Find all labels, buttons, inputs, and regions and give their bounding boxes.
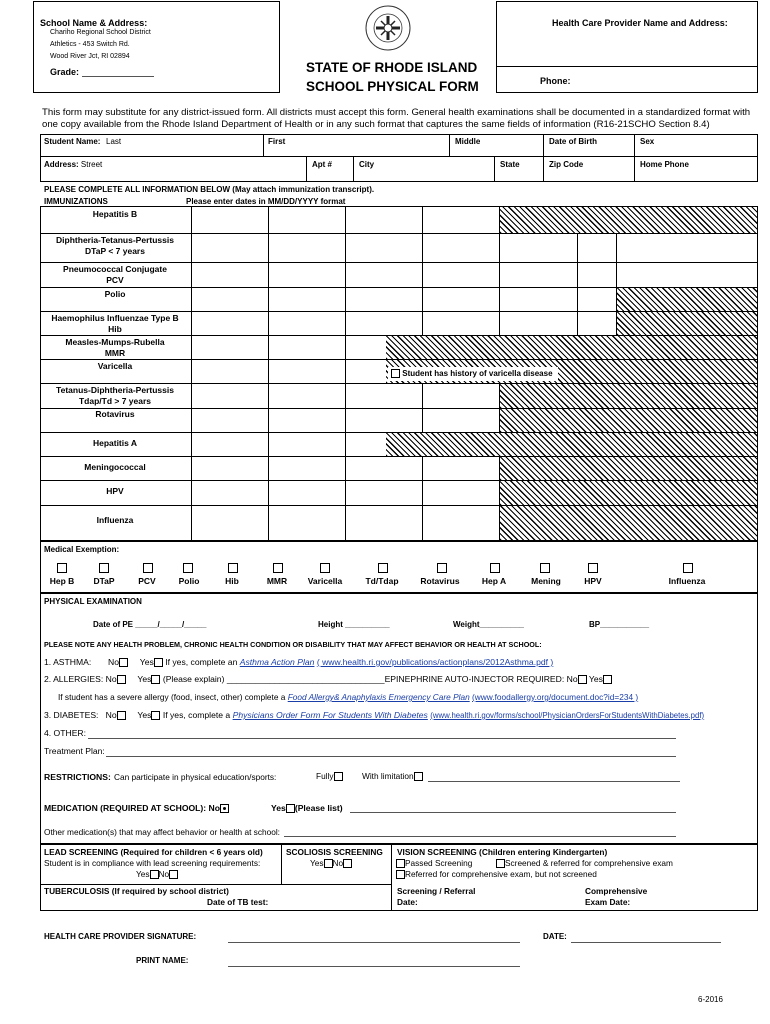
lead-screening-title: LEAD SCREENING (Required for children < 6 years old) (44, 847, 263, 857)
tb-title: TUBERCULOSIS (If required by school district) (44, 886, 229, 896)
allergies-yes-checkbox[interactable] (151, 675, 160, 684)
form-version: 6-2016 (698, 995, 723, 1004)
form-title-line1: STATE OF RHODE ISLAND (306, 60, 478, 75)
city-label: City (359, 160, 375, 169)
imm-row-meningococcal: Meningococcal (84, 462, 146, 472)
lead-yes-checkbox[interactable] (150, 870, 159, 879)
limitation-option: With limitation (362, 771, 423, 781)
exempt-rotavirus-checkbox[interactable] (437, 563, 447, 573)
exempt-hpv-label: HPV (584, 576, 602, 586)
exempt-pcv-checkbox[interactable] (143, 563, 153, 573)
exempt-varicella-label: Varicella (307, 576, 343, 586)
signature-date-label: DATE: (543, 932, 567, 941)
school-line-1: Chariho Regional School District (50, 29, 151, 36)
allergies-row: 2. ALLERGIES: No Yes (Please explain) _________________________________EPINEPHRINE AUTO-INJECTOR REQUIRED: No Yes (44, 674, 612, 684)
state-label: State (500, 160, 520, 169)
limitation-checkbox[interactable] (414, 772, 423, 781)
provider-info-box (496, 1, 758, 93)
imm-row-dtap: Diphtheria-Tetanus-Pertussis DTaP < 7 years (56, 235, 174, 256)
comprehensive-label: Comprehensive (585, 886, 648, 896)
school-line-3: Wood River Jct, RI 02894 (50, 53, 130, 60)
lead-no-checkbox[interactable] (169, 870, 178, 879)
exempt-tdap-checkbox[interactable] (378, 563, 388, 573)
signature-date-field[interactable] (571, 942, 721, 943)
rotavirus-na-cells (500, 409, 757, 432)
grade-label: Grade: (50, 67, 80, 77)
apt-field[interactable] (309, 170, 351, 181)
diabetes-url[interactable]: (www.health.ri.gov/forms/school/PhysicianOrdersForStudentsWithDiabetes.pdf) (430, 711, 705, 720)
restrictions-label: RESTRICTIONS: (44, 772, 111, 782)
dob-field[interactable] (546, 146, 632, 155)
other-field[interactable] (88, 738, 676, 739)
exempt-polio-label: Polio (178, 576, 200, 586)
medication-row: MEDICATION (REQUIRED AT SCHOOL): No (44, 803, 229, 813)
exempt-influenza-checkbox[interactable] (683, 563, 693, 573)
asthma-url[interactable]: ( www.health.ri.gov/publications/actionplans/2012Asthma.pdf ) (316, 657, 554, 667)
varicella-history-checkbox[interactable] (391, 369, 400, 378)
provider-signature-label: HEALTH CARE PROVIDER SIGNATURE: (44, 932, 197, 941)
school-name-label: School Name & Address: (40, 18, 148, 28)
diabetes-no-checkbox[interactable] (117, 711, 126, 720)
imm-row-tdap: Tetanus-Diphtheria-Pertussis Tdap/Td > 7 years (56, 385, 174, 406)
mening-na-cells (500, 457, 757, 480)
asthma-action-plan-link[interactable]: Asthma Action Plan (239, 657, 315, 667)
medication-list-field[interactable] (350, 812, 676, 813)
apt-label: Apt # (312, 160, 332, 169)
restrictions-text: Can participate in physical education/sports: (114, 772, 277, 782)
city-field[interactable] (356, 170, 492, 181)
imm-row-hpv: HPV (106, 486, 124, 496)
bp-field[interactable]: BP___________ (589, 620, 650, 629)
other-label: 4. OTHER: (44, 728, 87, 738)
epi-no-checkbox[interactable] (578, 675, 587, 684)
seal-icon (364, 4, 412, 52)
last-name-field[interactable] (126, 136, 260, 154)
provider-divider (496, 66, 758, 67)
exempt-dtap-checkbox[interactable] (99, 563, 109, 573)
allergy-note-row: If student has a severe allergy (food, insect, other) complete a Food Allergy& Anaphylaxis Emergency Care Plan (www.foodallergy.org/document.doc?id=234 ) (58, 692, 639, 702)
immunization-instruction: PLEASE COMPLETE ALL INFORMATION BELOW (May attach immunization transcript). (44, 185, 375, 194)
lead-yes-no: Yes No (136, 869, 178, 879)
exam-date-label: Exam Date: (585, 897, 631, 907)
exempt-polio-checkbox[interactable] (183, 563, 193, 573)
home-phone-field[interactable] (637, 170, 755, 181)
vision-referred-not-checkbox[interactable] (396, 870, 405, 879)
middle-name-field[interactable] (452, 146, 540, 155)
first-name-field[interactable] (266, 146, 446, 155)
imm-row-influenza: Influenza (96, 515, 134, 525)
vision-passed-checkbox[interactable] (396, 859, 405, 868)
polio-na-cells (617, 288, 757, 311)
imm-row-hepb: Hepatitis B (92, 209, 138, 219)
vision-passed-option: Passed Screening (396, 858, 472, 868)
street-field[interactable] (42, 170, 304, 181)
exempt-hpv-checkbox[interactable] (588, 563, 598, 573)
treatment-plan-label: Treatment Plan: (44, 746, 105, 756)
zip-label: Zip Code (549, 160, 584, 169)
medication-yes-option: Yes (Please list) (271, 803, 343, 813)
home-phone-label: Home Phone (640, 160, 689, 169)
scoliosis-title: SCOLIOSIS SCREENING (286, 847, 383, 857)
food-allergy-url[interactable]: (www.foodallergy.org/document.doc?id=234 ) (472, 692, 639, 702)
provider-phone-label: Phone: (540, 76, 571, 86)
varicella-history: Student has history of varicella disease (391, 369, 553, 378)
exempt-hepa-checkbox[interactable] (490, 563, 500, 573)
physical-exam-label: PHYSICAL EXAMINATION (44, 597, 142, 606)
scoliosis-yes-no: Yes No (310, 858, 352, 868)
diabetes-yes-checkbox[interactable] (151, 711, 160, 720)
influenza-na-cells (500, 506, 757, 540)
exempt-hib-checkbox[interactable] (228, 563, 238, 573)
exempt-influenza-label: Influenza (668, 576, 706, 586)
date-format-note: Please enter dates in MM/DD/YYYY format (186, 197, 346, 206)
vision-referred-not-screened-option: Referred for comprehensive exam, but not screened (396, 869, 597, 879)
exempt-mmr-label: MMR (266, 576, 288, 586)
middle-name-label: Middle (455, 137, 481, 146)
exempt-mening-label: Mening (531, 576, 561, 586)
imm-row-varicella: Varicella (97, 361, 133, 371)
first-name-label: First (268, 137, 286, 146)
tdap-na-cells (500, 384, 757, 408)
imm-row-polio: Polio (104, 289, 126, 299)
asthma-yes-checkbox[interactable] (154, 658, 163, 667)
hib-na-cells (617, 312, 757, 335)
fully-option: Fully (316, 771, 343, 781)
rhode-island-health-seal (364, 4, 412, 52)
scoliosis-yes-checkbox[interactable] (324, 859, 333, 868)
screening-referral-label: Screening / Referral (397, 886, 476, 896)
exempt-rotavirus-label: Rotavirus (420, 576, 460, 586)
hepb-na-cells (500, 207, 757, 233)
exempt-dtap-label: DTaP (93, 576, 115, 586)
asthma-row: 1. ASTHMA: No Yes If yes, complete an Asthma Action Plan ( www.health.ri.gov/publications/actionplans/2012Asthma.pdf ) (44, 657, 554, 667)
immunizations-header: IMMUNIZATIONS (44, 197, 108, 206)
lead-screening-text: Student is in compliance with lead screening requirements: (44, 858, 261, 868)
height-field[interactable]: Height __________ (318, 620, 390, 629)
allergies-explain-field[interactable]: (Please explain) _________________________________ (162, 674, 385, 684)
exempt-hepb-label: Hep B (49, 576, 75, 586)
hpv-na-cells (500, 481, 757, 505)
provider-signature-field[interactable] (228, 942, 520, 943)
exempt-mmr-checkbox[interactable] (273, 563, 283, 573)
mmr-na-cells (386, 336, 757, 359)
diabetes-form-link[interactable]: Physicians Order Form For Students With Diabetes (232, 710, 428, 720)
exempt-hepb-checkbox[interactable] (57, 563, 67, 573)
limitation-field[interactable] (428, 781, 680, 782)
address-label: Address: Street (44, 160, 103, 169)
screening-date-label: Date: (397, 897, 418, 907)
last-name-label: Last (106, 137, 122, 146)
health-problem-note: PLEASE NOTE ANY HEALTH PROBLEM, CHRONIC HEALTH CONDITION OR DISABILITY THAT MAY AFFECT BEHAVIOR OR HEALTH AT SCHOOL: (44, 640, 542, 649)
imm-row-hib: Haemophilus Influenzae Type B Hib (51, 313, 179, 334)
other-medication-label: Other medication(s) that may affect behavior or health at school: (44, 827, 280, 837)
weight-field[interactable]: Weight__________ (453, 620, 525, 629)
diabetes-row: 3. DIABETES: No Yes If yes, complete a Physicians Order Form For Students With Diabetes (www.health.ri.gov/forms/school/PhysicianOrdersForStudentsWithDiabetes.pdf) (44, 710, 705, 720)
imm-row-mmr: Measles-Mumps-Rubella MMR (65, 337, 165, 358)
sex-field[interactable] (637, 146, 755, 155)
exempt-mening-checkbox[interactable] (540, 563, 550, 573)
imm-row-hepa: Hepatitis A (92, 438, 138, 448)
food-allergy-plan-link[interactable]: Food Allergy& Anaphylaxis Emergency Care Plan (287, 692, 470, 702)
exempt-hepa-label: Hep A (481, 576, 507, 586)
scoliosis-no-checkbox[interactable] (343, 859, 352, 868)
vision-screened-referred-option: Screened & referred for comprehensive exam (496, 858, 673, 868)
school-line-2: Athletics - 453 Switch Rd. (50, 41, 130, 48)
medication-yes-checkbox[interactable] (286, 804, 295, 813)
provider-label: Health Care Provider Name and Address: (552, 18, 728, 28)
medical-exemption-label: Medical Exemption: (44, 545, 120, 554)
allergies-no-checkbox[interactable] (117, 675, 126, 684)
print-name-field[interactable] (228, 966, 520, 967)
imm-row-pcv: Pneumococcal Conjugate PCV (63, 264, 167, 285)
print-name-label: PRINT NAME: (136, 956, 189, 965)
date-of-pe[interactable]: Date of PE _____/_____/_____ (93, 620, 207, 629)
vision-screening-title: VISION SCREENING (Children entering Kindergarten) (397, 847, 608, 857)
form-title-line2: SCHOOL PHYSICAL FORM (306, 79, 479, 94)
grade-field[interactable] (82, 76, 154, 77)
medication-no-checkbox[interactable] (220, 804, 229, 813)
treatment-plan-field[interactable] (106, 756, 676, 757)
student-name-label: Student Name: (44, 137, 101, 146)
intro-text: This form may substitute for any district-issued form. All districts must accept this form. General health examinations shall be documented in a standardized format with one copy available from the Rhode Island Department of Health or in any such format that captures the same fields of information (R16-21SCHO Section 8.4) (42, 107, 751, 130)
zip-field[interactable] (546, 170, 632, 181)
fully-checkbox[interactable] (334, 772, 343, 781)
sex-label: Sex (640, 137, 655, 146)
exempt-pcv-label: PCV (138, 576, 156, 586)
asthma-no-checkbox[interactable] (119, 658, 128, 667)
imm-row-rotavirus: Rotavirus (95, 409, 135, 419)
epi-yes-checkbox[interactable] (603, 675, 612, 684)
exempt-varicella-checkbox[interactable] (320, 563, 330, 573)
other-medication-field[interactable] (284, 836, 676, 837)
exempt-hib-label: Hib (225, 576, 239, 586)
vision-screened-referred-checkbox[interactable] (496, 859, 505, 868)
dob-label: Date of Birth (549, 137, 597, 146)
state-field[interactable] (497, 170, 541, 181)
tb-date-label: Date of TB test: (207, 897, 269, 907)
exempt-tdap-label: Td/Tdap (365, 576, 399, 586)
hepa-na-cells (386, 433, 757, 456)
